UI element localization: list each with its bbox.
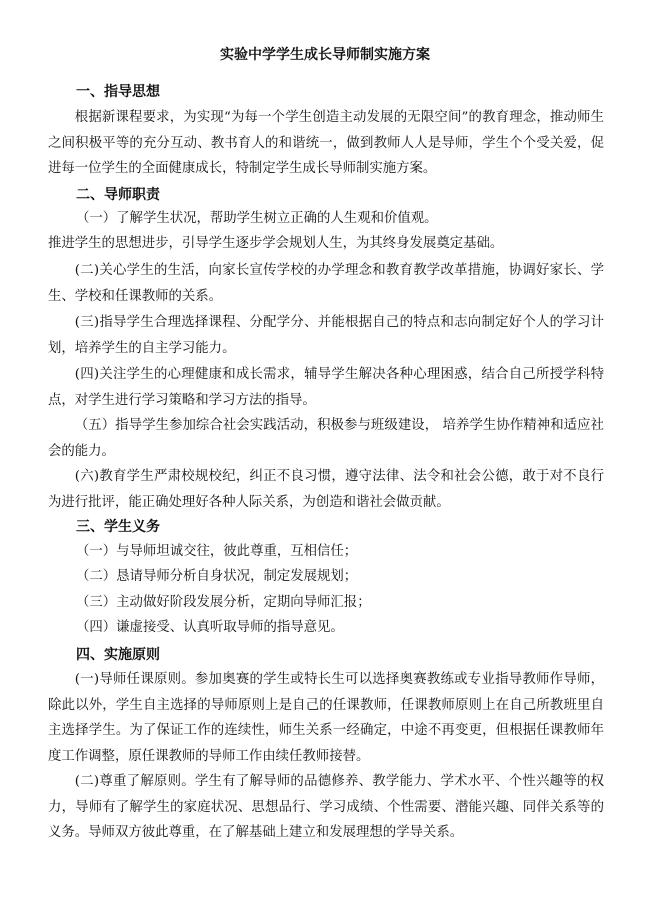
paragraph: （三）主动做好阶段发展分析，定期向导师汇报； (76, 595, 371, 610)
paragraph: （四）谦虚接受、认真听取导师的指导意见。 (76, 620, 344, 635)
section-heading-implementation-principles: 四、实施原则 (76, 647, 160, 663)
section-heading-guiding-thought: 一、指导思想 (76, 84, 160, 100)
paragraph: （一）与导师坦诚交往，彼此尊重，互相信任； (76, 544, 358, 559)
paragraph: （一）了解学生状况，帮助学生树立正确的人生观和价值观。 (76, 211, 438, 226)
document-title: 实验中学学生成长导师制实施方案 (220, 47, 430, 63)
paragraph: (六)教育学生严肃校规校纪，纠正不良习惯，遵守法律、法令和社会公德，敢于对不良行为进行批评，能正确处理好各种人际关系，为创造和谐社会做贡献。 (48, 469, 604, 510)
paragraph: (二)尊重了解原则。学生有了解导师的品德修养、教学能力、学术水平、个性兴趣等的权力，导师有了解学生的家庭状况、思想品行、学习成绩、个性需要、潜能兴趣、同伴关系等的义务。导师双方彼此尊重，在了解基础上建立和发展理想的学导关系。 (48, 774, 604, 841)
section-heading-student-obligations: 三、学生义务 (76, 519, 160, 535)
paragraph: (三)指导学生合理选择课程、分配学分、并能根据自己的特点和志向制定好个人的学习计划，培养学生的自主学习能力。 (48, 315, 604, 356)
section-heading-mentor-duties: 二、导师职责 (76, 187, 160, 203)
paragraph: （二）恳请导师分析自身状况，制定发展规划； (76, 569, 358, 584)
paragraph: 推进学生的思想进步，引导学生逐步学会规划人生，为其终身发展奠定基础。 (48, 236, 504, 251)
paragraph: 根据新课程要求，为实现“为每一个学生创造主动发展的无限空间”的教育理念，推动师生之间积极平等的充分互动、教书育人的和谐统一，做到教师人人是导师，学生个个受关爱，促进每一位学生的全面健康成长，特制定学生成长导师制实施方案。 (48, 110, 604, 177)
paragraph: （五）指导学生参加综合社会实践活动，积极参与班级建设， 培养学生协作精神和适应社会的能力。 (48, 418, 604, 459)
paragraph: (二)关心学生的生活，向家长宣传学校的办学理念和教育教学改革措施，协调好家长、学生、学校和任课教师的关系。 (48, 263, 604, 304)
paragraph: (一)导师任课原则。参加奥赛的学生或特长生可以选择奥赛教练或专业指导教师作导师，除此以外，学生自主选择的导师原则上是自己的任课教师，任课教师原则上在自己所教班里自主选择学生。为了保证工作的连续性，师生关系一经确定，中途不再变更，但根据任课教师年度工作调整，原任课教师的导师工作由续任教师接替。 (48, 672, 604, 764)
paragraph: (四)关注学生的心理健康和成长需求，辅导学生解决各种心理困惑，结合自己所授学科特点，对学生进行学习策略和学习方法的指导。 (48, 367, 604, 408)
